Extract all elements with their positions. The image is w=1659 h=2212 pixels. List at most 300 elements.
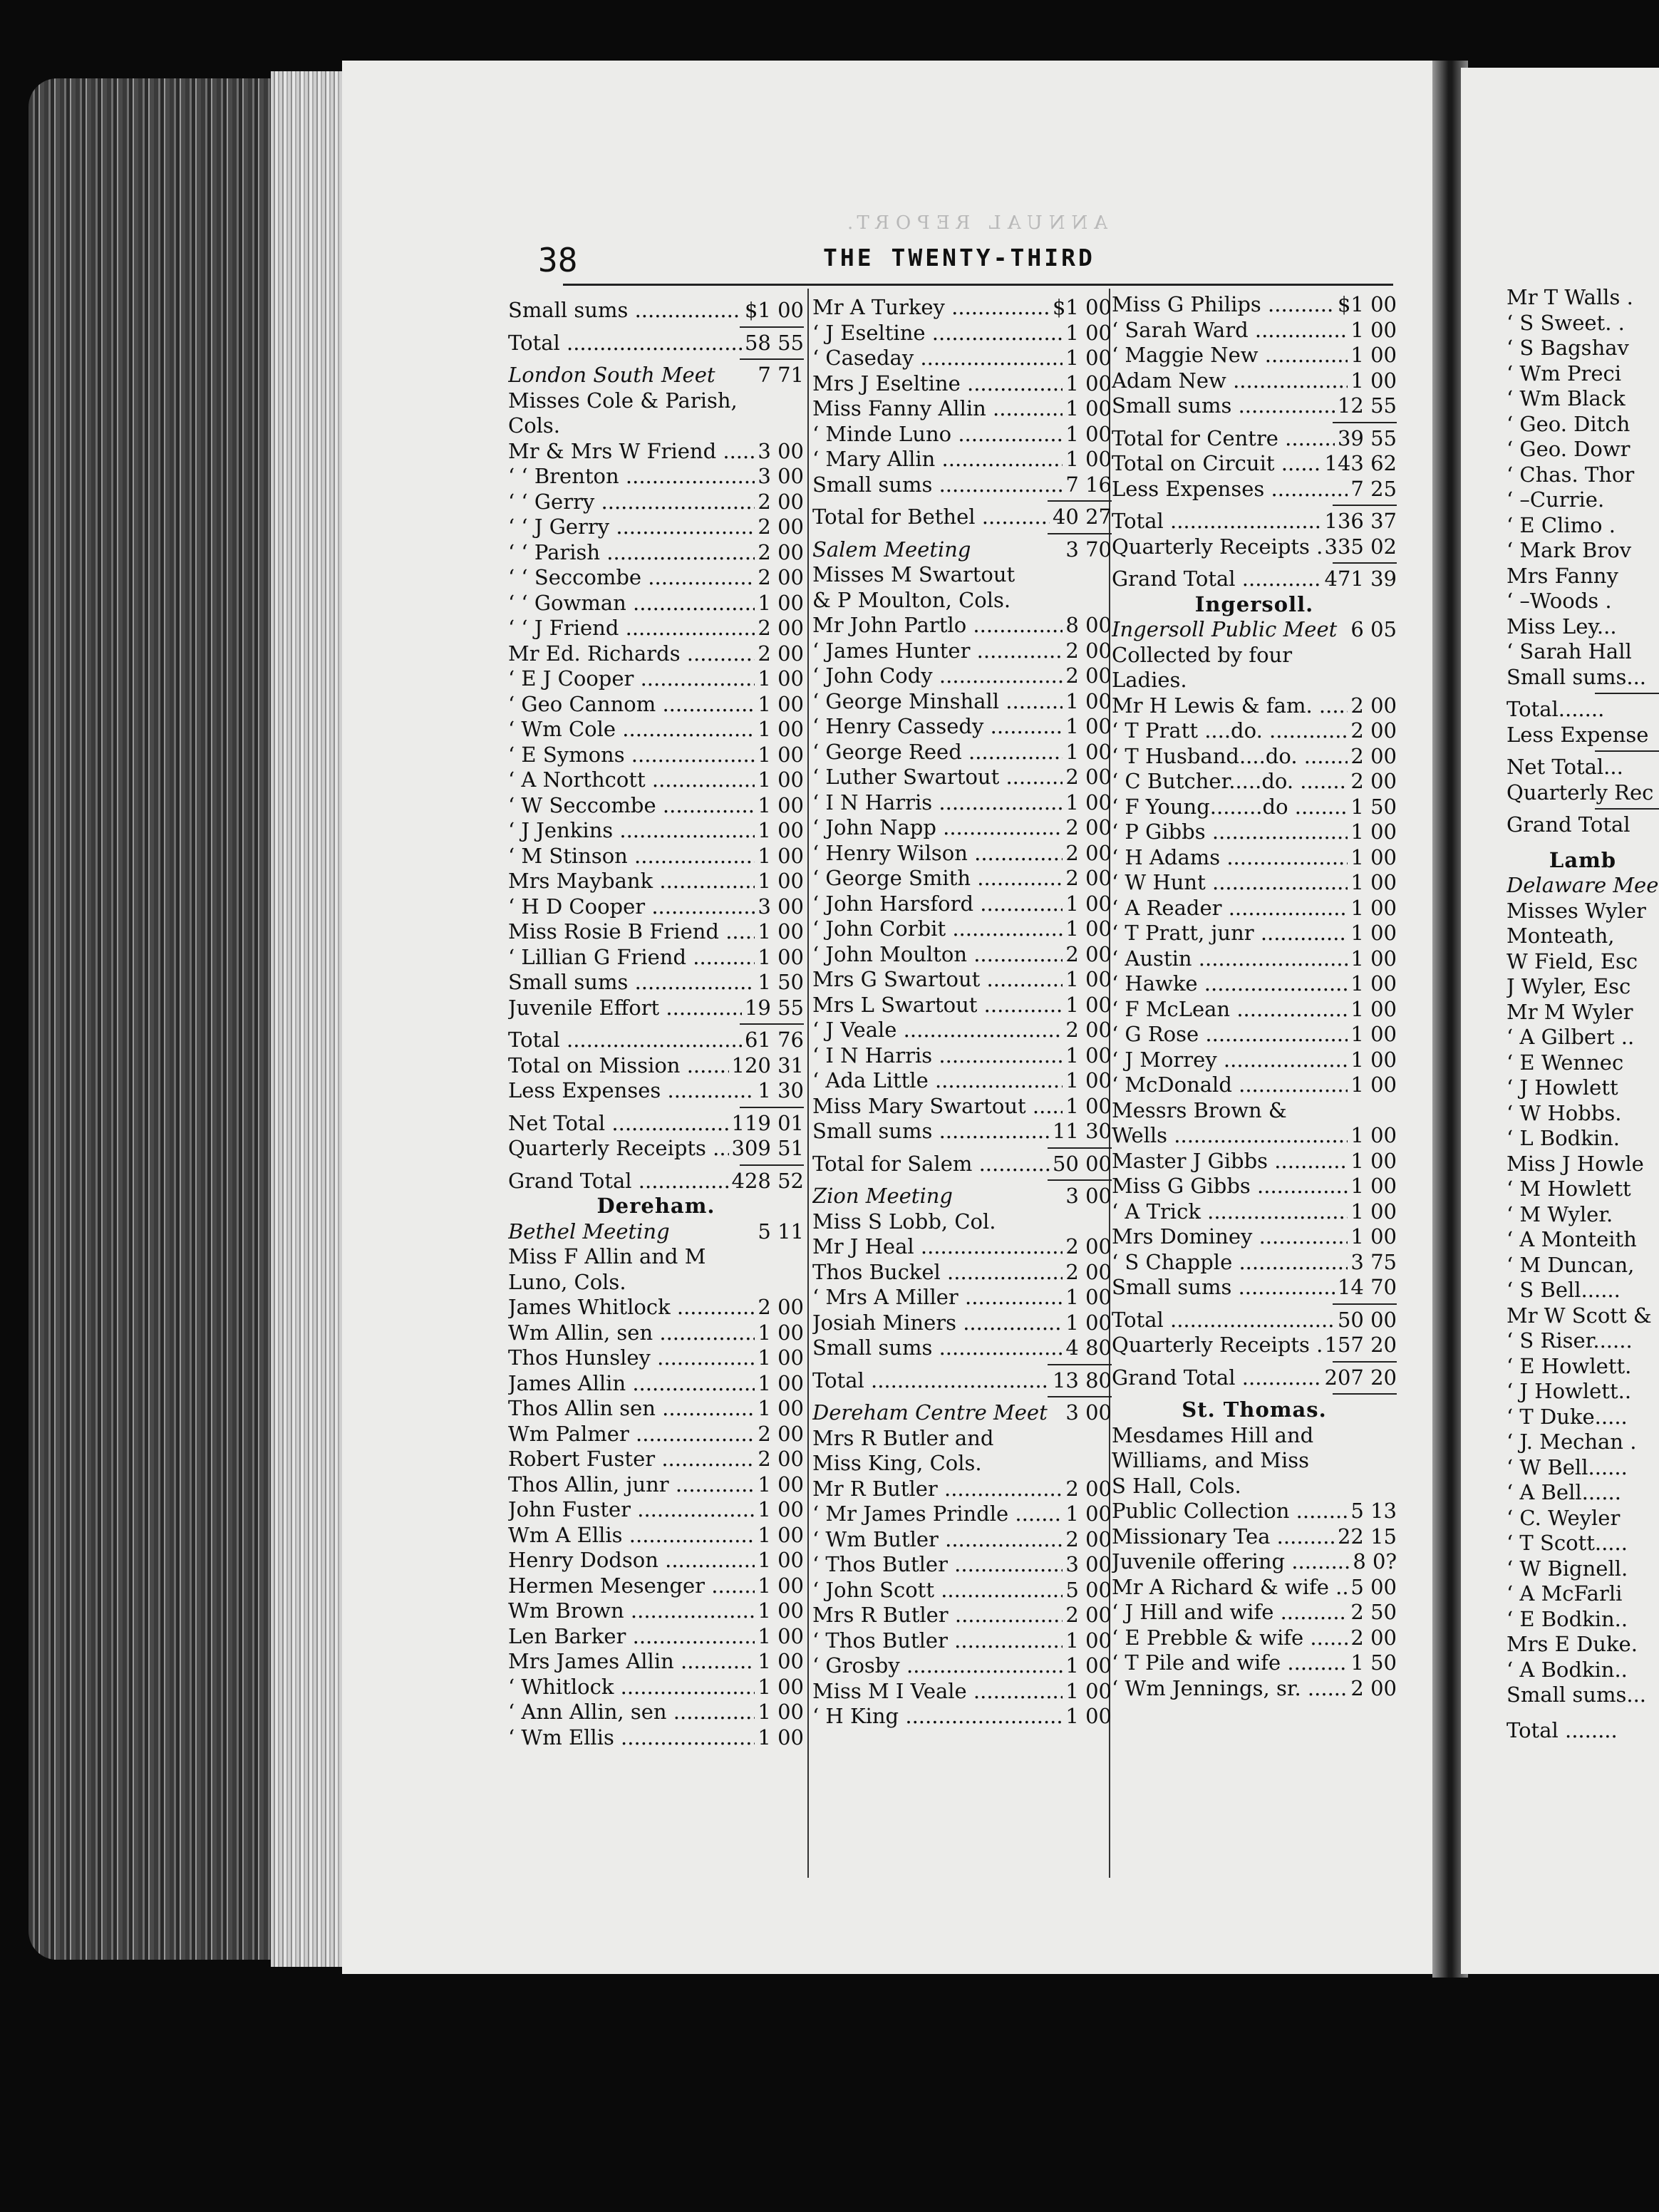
page-number: 38 bbox=[538, 241, 578, 279]
text-line bbox=[1506, 311, 1659, 336]
text-line bbox=[1506, 336, 1659, 361]
entry-label: ‘ Geo. Ditch bbox=[1506, 411, 1630, 436]
entry-label: Miss King, Cols. bbox=[812, 1451, 982, 1475]
ledger-entry bbox=[1112, 1549, 1397, 1575]
ledger-entry bbox=[1112, 971, 1397, 997]
entry-label: Len Barker ..... bbox=[508, 1624, 755, 1648]
entry-label: ‘ Caseday ..... bbox=[812, 346, 1063, 370]
ledger-entry bbox=[812, 815, 1112, 841]
entry-amount: 143 62 bbox=[1324, 451, 1397, 475]
text-line bbox=[1506, 1658, 1659, 1683]
ledger-entry bbox=[812, 1527, 1112, 1553]
entry-amount: 1 00 bbox=[1065, 1502, 1112, 1526]
entry-label: ‘ McDonald ..... bbox=[1112, 1073, 1348, 1097]
entry-label: ‘ George Smith ..... bbox=[812, 866, 1063, 890]
entry-label: Mr A Turkey ..... bbox=[812, 295, 1050, 319]
entry-label: ‘ A Gilbert .. bbox=[1506, 1025, 1635, 1049]
entry-label: ‘ Sarah Ward ..... bbox=[1112, 318, 1348, 342]
entry-label: ‘ ‘ Seccombe ..... bbox=[508, 565, 755, 589]
ledger-entry bbox=[1112, 1174, 1397, 1199]
text-line bbox=[1506, 1075, 1659, 1101]
entry-amount: 1 00 bbox=[1350, 1073, 1397, 1097]
entry-amount: 7 71 bbox=[758, 363, 804, 387]
entry-amount: 19 55 bbox=[744, 995, 804, 1020]
ledger-entry bbox=[1112, 718, 1397, 744]
ledger-entry bbox=[1112, 820, 1397, 845]
entry-amount: 2 00 bbox=[1065, 941, 1112, 966]
entry-label: ‘ E Symons ..... bbox=[508, 743, 755, 767]
entry-label: Mrs James Allin ..... bbox=[508, 1649, 755, 1673]
total-rule bbox=[1112, 1301, 1397, 1308]
entry-label: Mrs R Butler and bbox=[812, 1425, 994, 1450]
ledger-entry bbox=[508, 1523, 804, 1549]
entry-label: ‘ S Bagshav bbox=[1506, 336, 1629, 360]
text-line bbox=[1506, 949, 1659, 975]
entry-amount: 5 13 bbox=[1350, 1499, 1397, 1523]
entry-label: ‘ George Minshall ..... bbox=[812, 689, 1063, 713]
entry-label: ‘ S Bell...... bbox=[1506, 1278, 1621, 1302]
entry-label: Misses Cole & Parish, bbox=[508, 388, 738, 413]
entry-label: Miss M I Veale ..... bbox=[812, 1679, 1063, 1703]
ledger-entry bbox=[812, 714, 1112, 740]
entry-amount: 1 50 bbox=[758, 970, 804, 994]
entry-amount: 3 00 bbox=[758, 464, 804, 488]
ledger-entry bbox=[508, 641, 804, 667]
ledger-entry bbox=[1112, 1250, 1397, 1276]
ledger-entry bbox=[1112, 318, 1397, 343]
entry-label: ‘ L Bodkin. bbox=[1506, 1126, 1620, 1150]
entry-label: Misses M Swartout bbox=[812, 562, 1015, 586]
text-line bbox=[1506, 1430, 1659, 1455]
text-line bbox=[1506, 1227, 1659, 1253]
ledger-entry bbox=[508, 869, 804, 894]
entry-label: ‘ Whitlock ..... bbox=[508, 1675, 755, 1699]
entry-amount: 2 00 bbox=[1065, 866, 1112, 890]
entry-label: Messrs Brown & bbox=[1112, 1097, 1287, 1122]
ledger-entry bbox=[508, 945, 804, 971]
entry-amount: 4 80 bbox=[1065, 1335, 1112, 1360]
ledger-entry bbox=[1112, 1308, 1397, 1333]
ledger-entry bbox=[812, 916, 1112, 942]
entry-label: ‘ Hawke ..... bbox=[1112, 971, 1348, 996]
ledger-entry bbox=[508, 743, 804, 768]
entry-label: ‘ T Duke..... bbox=[1506, 1404, 1628, 1429]
ledger-entry bbox=[812, 1285, 1112, 1311]
entry-label: ‘ Luther Swartout ..... bbox=[812, 765, 1063, 789]
entry-label: ‘ W Hunt ..... bbox=[1112, 870, 1348, 894]
entry-amount: 50 00 bbox=[1337, 1307, 1397, 1332]
entry-label: ‘ C. Weyler bbox=[1506, 1505, 1621, 1530]
column-middle bbox=[812, 295, 1112, 1730]
entry-amount: 1 00 bbox=[1350, 368, 1397, 393]
ledger-entry bbox=[508, 464, 804, 490]
entry-label: ‘ Maggie New ..... bbox=[1112, 343, 1348, 367]
entry-label: ‘ M Duncan, bbox=[1506, 1252, 1635, 1277]
ledger-entry bbox=[508, 1497, 804, 1523]
entry-amount: 1 00 bbox=[1065, 371, 1112, 396]
entry-label: Grand Total bbox=[1506, 812, 1630, 837]
text-line bbox=[1506, 1683, 1659, 1708]
text-line bbox=[1506, 1480, 1659, 1506]
entry-label: Bethel Meeting bbox=[508, 1219, 670, 1244]
ledger-entry bbox=[1112, 509, 1397, 534]
entry-amount: 1 00 bbox=[758, 1522, 804, 1547]
entry-amount: 1 00 bbox=[1065, 790, 1112, 815]
entry-amount: 1 00 bbox=[1065, 1653, 1112, 1678]
entry-label: ‘ W Hobbs. bbox=[1506, 1100, 1622, 1125]
entry-amount: 1 00 bbox=[1350, 921, 1397, 945]
entry-label: ‘ Geo Cannom ..... bbox=[508, 692, 755, 716]
column-left bbox=[508, 298, 804, 1750]
entry-amount: 309 51 bbox=[731, 1136, 804, 1160]
ledger-entry bbox=[812, 841, 1112, 867]
ledger-entry bbox=[1112, 426, 1397, 452]
ledger-entry bbox=[508, 1111, 804, 1137]
entry-label: Robert Fuster ..... bbox=[508, 1447, 755, 1471]
entry-label: ‘ Ada Little ..... bbox=[812, 1068, 1063, 1092]
entry-amount: 22 15 bbox=[1337, 1524, 1397, 1549]
entry-label: ‘ Grosby ..... bbox=[812, 1653, 1063, 1678]
text-line bbox=[1506, 564, 1659, 589]
entry-amount: 1 00 bbox=[1350, 1174, 1397, 1198]
section-heading bbox=[1112, 592, 1397, 618]
ledger-entry bbox=[812, 346, 1112, 371]
entry-label: Total ........ bbox=[1506, 1717, 1618, 1742]
entry-amount: 1 00 bbox=[1350, 1022, 1397, 1046]
entry-amount: 1 00 bbox=[1065, 739, 1112, 764]
section-heading bbox=[508, 1194, 804, 1219]
entry-label: ‘ John Cody ..... bbox=[812, 663, 1063, 688]
text-line bbox=[1506, 697, 1659, 723]
column-third bbox=[1112, 292, 1397, 1701]
entry-amount: 2 00 bbox=[1065, 815, 1112, 839]
entry-label: Grand Total ..... bbox=[508, 1169, 729, 1193]
entry-label: Quarterly Receipts ..... bbox=[508, 1136, 729, 1160]
entry-label: Small sums ..... bbox=[508, 298, 742, 322]
entry-amount: 2 00 bbox=[1065, 1526, 1112, 1551]
entry-label: ‘ Wm Preci bbox=[1506, 361, 1622, 386]
entry-label: ‘ J Jenkins ..... bbox=[508, 818, 755, 842]
entry-label: Mr R Butler ..... bbox=[812, 1477, 1063, 1501]
ledger-entry bbox=[812, 866, 1112, 891]
entry-label: Small sums ..... bbox=[812, 1119, 1050, 1143]
entry-label: Mr & Mrs W Friend ..... bbox=[508, 439, 755, 463]
entry-amount: 2 00 bbox=[1350, 1625, 1397, 1650]
entry-amount: 1 00 bbox=[758, 944, 804, 969]
ledger-entry bbox=[812, 1552, 1112, 1578]
ledger-entry bbox=[812, 422, 1112, 448]
entry-amount: 7 16 bbox=[1065, 472, 1112, 497]
entry-amount: 1 00 bbox=[1350, 343, 1397, 367]
ledger-entry bbox=[508, 490, 804, 515]
entry-label: Misses Wyler bbox=[1506, 898, 1646, 923]
column-facing-page bbox=[1506, 285, 1659, 1743]
ledger-entry bbox=[1112, 343, 1397, 368]
ledger-entry bbox=[508, 1447, 804, 1472]
text-line bbox=[1506, 538, 1659, 564]
entry-label: Mrs J Eseltine ..... bbox=[812, 371, 1063, 396]
text-line bbox=[1112, 1098, 1397, 1124]
entry-amount: 2 00 bbox=[1065, 765, 1112, 789]
entry-label: Small sums ..... bbox=[812, 472, 1063, 497]
entry-amount: 1 30 bbox=[758, 1078, 804, 1102]
entry-label: ‘ John Moulton ..... bbox=[812, 942, 1063, 966]
entry-label: ‘ Henry Cassedy ..... bbox=[812, 714, 1063, 738]
entry-amount: 3 00 bbox=[1065, 1400, 1112, 1425]
entry-label: Total for Bethel ..... bbox=[812, 505, 1050, 529]
entry-label: ‘ A Bodkin.. bbox=[1506, 1657, 1628, 1682]
text-line bbox=[1506, 755, 1659, 780]
entry-label: ‘ G Rose ..... bbox=[1112, 1022, 1348, 1046]
ledger-entry bbox=[508, 818, 804, 844]
entry-label: ‘ Wm Cole ..... bbox=[508, 717, 755, 741]
entry-label: Miss J Howle bbox=[1506, 1151, 1644, 1176]
text-line bbox=[1506, 513, 1659, 539]
entry-label: Miss S Lobb, Col. bbox=[812, 1209, 996, 1234]
entry-label: ‘ W Bignell. bbox=[1506, 1556, 1628, 1581]
text-line bbox=[1506, 1506, 1659, 1531]
ledger-entry bbox=[812, 613, 1112, 639]
entry-label: ‘ E Howlett. bbox=[1506, 1353, 1632, 1378]
text-line bbox=[508, 1270, 804, 1296]
ledger-entry bbox=[812, 1628, 1112, 1654]
entry-label: ‘ S Sweet. . bbox=[1506, 310, 1625, 335]
text-line bbox=[1506, 1000, 1659, 1025]
ledger-entry bbox=[812, 371, 1112, 397]
entry-label: ‘ F Young........do ..... bbox=[1112, 795, 1348, 819]
meeting-heading bbox=[508, 1219, 804, 1245]
entry-label: Dereham Centre Meet bbox=[812, 1400, 1048, 1425]
entry-amount: 1 00 bbox=[758, 843, 804, 868]
entry-amount: 1 00 bbox=[1065, 447, 1112, 471]
ledger-entry bbox=[1112, 946, 1397, 972]
text-line bbox=[1112, 1474, 1397, 1499]
text-line bbox=[508, 388, 804, 414]
entry-amount: 1 00 bbox=[1065, 1068, 1112, 1092]
ledger-entry bbox=[1112, 1022, 1397, 1048]
entry-amount: 1 00 bbox=[1065, 992, 1112, 1017]
ledger-entry bbox=[1112, 1650, 1397, 1676]
ledger-entry bbox=[1112, 1073, 1397, 1098]
entry-amount: 207 20 bbox=[1324, 1365, 1397, 1390]
entry-label: ‘ A Trick ..... bbox=[1112, 1199, 1348, 1224]
entry-label: ‘ Wm Butler ..... bbox=[812, 1527, 1063, 1551]
entry-amount: $1 00 bbox=[1337, 292, 1397, 316]
entry-label: Total on Mission ..... bbox=[508, 1053, 729, 1077]
entry-amount: $1 00 bbox=[1052, 295, 1112, 319]
entry-label: ‘ ‘ Brenton ..... bbox=[508, 464, 755, 488]
entry-amount: 1 00 bbox=[1350, 1047, 1397, 1072]
ledger-entry bbox=[508, 844, 804, 869]
entry-label: ‘ H D Cooper ..... bbox=[508, 894, 755, 919]
entry-amount: 1 00 bbox=[1350, 820, 1397, 844]
entry-label: ‘ S Chapple ..... bbox=[1112, 1250, 1348, 1274]
ledger-entry bbox=[508, 1675, 804, 1700]
entry-label: ‘ James Hunter ..... bbox=[812, 639, 1063, 663]
entry-label: Miss Mary Swartout ..... bbox=[812, 1094, 1063, 1118]
entry-amount: 12 55 bbox=[1337, 393, 1397, 418]
ledger-entry bbox=[508, 1295, 804, 1321]
entry-amount: 2 00 bbox=[758, 1295, 804, 1319]
ledger-entry bbox=[812, 1094, 1112, 1120]
entry-label: J Wyler, Esc bbox=[1506, 974, 1631, 998]
entry-label: ‘ –Currie. bbox=[1506, 487, 1605, 512]
entry-label: Total ..... bbox=[1112, 509, 1322, 533]
entry-amount: 3 00 bbox=[1065, 1184, 1112, 1208]
ledger-entry bbox=[1112, 1524, 1397, 1550]
entry-label: ‘ S Riser...... bbox=[1506, 1328, 1633, 1353]
spacer bbox=[1506, 838, 1659, 848]
entry-label: Net Total ..... bbox=[508, 1111, 729, 1135]
total-rule bbox=[812, 530, 1112, 537]
ledger-entry bbox=[812, 1152, 1112, 1177]
entry-amount: 13 80 bbox=[1052, 1368, 1112, 1392]
entry-label: Miss Ley... bbox=[1506, 614, 1617, 639]
entry-label: ‘ T Husband....do. ..... bbox=[1112, 744, 1348, 768]
ledger-entry bbox=[508, 1169, 804, 1194]
entry-label: Wells ..... bbox=[1112, 1123, 1348, 1147]
entry-amount: 61 76 bbox=[744, 1028, 804, 1052]
show-through-text: ANNUAL REPORT. bbox=[841, 212, 1107, 234]
text-line bbox=[1506, 899, 1659, 924]
entry-label: Juvenile offering ..... bbox=[1112, 1549, 1350, 1573]
entry-amount: 8 0? bbox=[1353, 1549, 1397, 1573]
ledger-entry bbox=[1112, 921, 1397, 946]
ledger-entry bbox=[508, 1371, 804, 1397]
ledger-entry bbox=[812, 689, 1112, 715]
ledger-entry bbox=[1112, 451, 1397, 477]
entry-amount: 335 02 bbox=[1324, 534, 1397, 559]
ledger-entry bbox=[1112, 1365, 1397, 1391]
entry-amount: 1 00 bbox=[1065, 967, 1112, 991]
entry-amount: 1 00 bbox=[1065, 1704, 1112, 1728]
spacer bbox=[1506, 1708, 1659, 1718]
entry-label: Monteath, bbox=[1506, 924, 1615, 948]
entry-label: Thos Allin sen ..... bbox=[508, 1396, 755, 1420]
entry-amount: 1 00 bbox=[1065, 688, 1112, 713]
text-line bbox=[1506, 1328, 1659, 1354]
entry-label: ‘ J Veale ..... bbox=[812, 1018, 1063, 1042]
entry-amount: 3 75 bbox=[1350, 1249, 1397, 1274]
entry-amount: 1 00 bbox=[758, 1396, 804, 1420]
entry-label: ‘ J Eseltine ..... bbox=[812, 321, 1063, 345]
entry-amount: 1 50 bbox=[1350, 794, 1397, 819]
entry-label: ‘ ‘ Gerry ..... bbox=[508, 490, 755, 514]
entry-amount: 50 00 bbox=[1052, 1151, 1112, 1176]
entry-label: Small sums ..... bbox=[1112, 393, 1335, 418]
ledger-entry bbox=[508, 1700, 804, 1725]
entry-label: ‘ Ann Allin, sen ..... bbox=[508, 1700, 755, 1724]
ledger-entry bbox=[812, 765, 1112, 790]
ledger-entry bbox=[812, 1603, 1112, 1628]
entry-amount: 39 55 bbox=[1337, 425, 1397, 450]
entry-amount: 2 00 bbox=[758, 1421, 804, 1446]
total-rule bbox=[812, 1177, 1112, 1184]
ledger-entry bbox=[1112, 393, 1397, 419]
entry-amount: 2 00 bbox=[758, 489, 804, 514]
ledger-entry bbox=[508, 1321, 804, 1346]
entry-label: Ingersoll. bbox=[1194, 591, 1314, 616]
entry-label: ‘ M Howlett bbox=[1506, 1177, 1631, 1201]
entry-label: ‘ A Northcott ..... bbox=[508, 768, 755, 792]
ledger-entry bbox=[508, 331, 804, 356]
entry-amount: 2 00 bbox=[1065, 1603, 1112, 1627]
entry-label: ‘ Mrs A Miller ..... bbox=[812, 1285, 1063, 1309]
ledger-entry bbox=[508, 768, 804, 793]
entry-amount: 1 00 bbox=[758, 1320, 804, 1345]
entry-label: Mrs L Swartout ..... bbox=[812, 993, 1063, 1017]
text-line bbox=[1506, 1025, 1659, 1050]
ledger-entry bbox=[812, 639, 1112, 664]
entry-label: ‘ E Wennec bbox=[1506, 1050, 1624, 1075]
entry-label: Cols. bbox=[508, 413, 561, 438]
entry-label: Total ..... bbox=[1112, 1308, 1335, 1332]
entry-amount: 5 00 bbox=[1065, 1577, 1112, 1602]
ledger-entry bbox=[812, 1653, 1112, 1679]
meeting-heading bbox=[1506, 873, 1659, 899]
ledger-entry bbox=[812, 1043, 1112, 1069]
entry-label: Thos Hunsley ..... bbox=[508, 1345, 755, 1370]
entry-amount: 14 70 bbox=[1337, 1275, 1397, 1299]
text-line bbox=[1506, 1101, 1659, 1127]
total-rule bbox=[1112, 1358, 1397, 1365]
ledger-entry bbox=[508, 1573, 804, 1599]
text-line bbox=[1506, 974, 1659, 1000]
entry-label: Salem Meeting bbox=[812, 537, 971, 562]
text-line bbox=[1506, 1278, 1659, 1303]
ledger-entry bbox=[812, 1068, 1112, 1094]
text-line bbox=[1506, 386, 1659, 412]
running-head bbox=[538, 241, 1393, 284]
entry-amount: 2 00 bbox=[758, 616, 804, 640]
text-line bbox=[1506, 1607, 1659, 1633]
entry-label: ‘ M Wyler. bbox=[1506, 1201, 1613, 1226]
total-rule bbox=[1506, 748, 1659, 755]
entry-amount: 1 00 bbox=[758, 590, 804, 615]
entry-label: ‘ Wm Black bbox=[1506, 386, 1626, 410]
entry-amount: 2 00 bbox=[1065, 1234, 1112, 1259]
ledger-entry bbox=[508, 298, 804, 324]
text-line bbox=[1506, 285, 1659, 311]
entry-amount: 3 00 bbox=[1065, 1552, 1112, 1576]
ledger-entry bbox=[812, 1477, 1112, 1502]
entry-label: St. Thomas. bbox=[1182, 1397, 1327, 1422]
entry-amount: 1 00 bbox=[1350, 844, 1397, 869]
entry-amount: 136 37 bbox=[1324, 509, 1397, 533]
total-rule bbox=[812, 1144, 1112, 1152]
entry-amount: 1 00 bbox=[758, 1345, 804, 1370]
entry-label: Total for Salem ..... bbox=[812, 1152, 1050, 1176]
entry-amount: 2 00 bbox=[1065, 1259, 1112, 1284]
ledger-entry bbox=[508, 591, 804, 616]
entry-amount: 1 00 bbox=[1350, 946, 1397, 971]
entry-label: ‘ A McFarli bbox=[1506, 1581, 1623, 1606]
entry-label: ‘ A Bell...... bbox=[1506, 1480, 1621, 1504]
entry-amount: 3 70 bbox=[1065, 537, 1112, 562]
entry-amount: 1 00 bbox=[1065, 714, 1112, 738]
entry-amount: 2 00 bbox=[758, 539, 804, 564]
ledger-entry bbox=[1112, 1626, 1397, 1651]
entry-label: ‘ Sarah Hall bbox=[1506, 639, 1632, 663]
entry-label: Henry Dodson ..... bbox=[508, 1548, 755, 1572]
entry-label: Wm Allin, sen ..... bbox=[508, 1321, 755, 1345]
ledger-entry bbox=[508, 1345, 804, 1371]
entry-label: ‘ T Pratt, junr ..... bbox=[1112, 921, 1348, 945]
entry-amount: 1 00 bbox=[1065, 421, 1112, 446]
entry-amount: 7 25 bbox=[1350, 476, 1397, 501]
column-divider bbox=[807, 289, 809, 1878]
entry-label: ‘ John Corbit ..... bbox=[812, 916, 1063, 941]
